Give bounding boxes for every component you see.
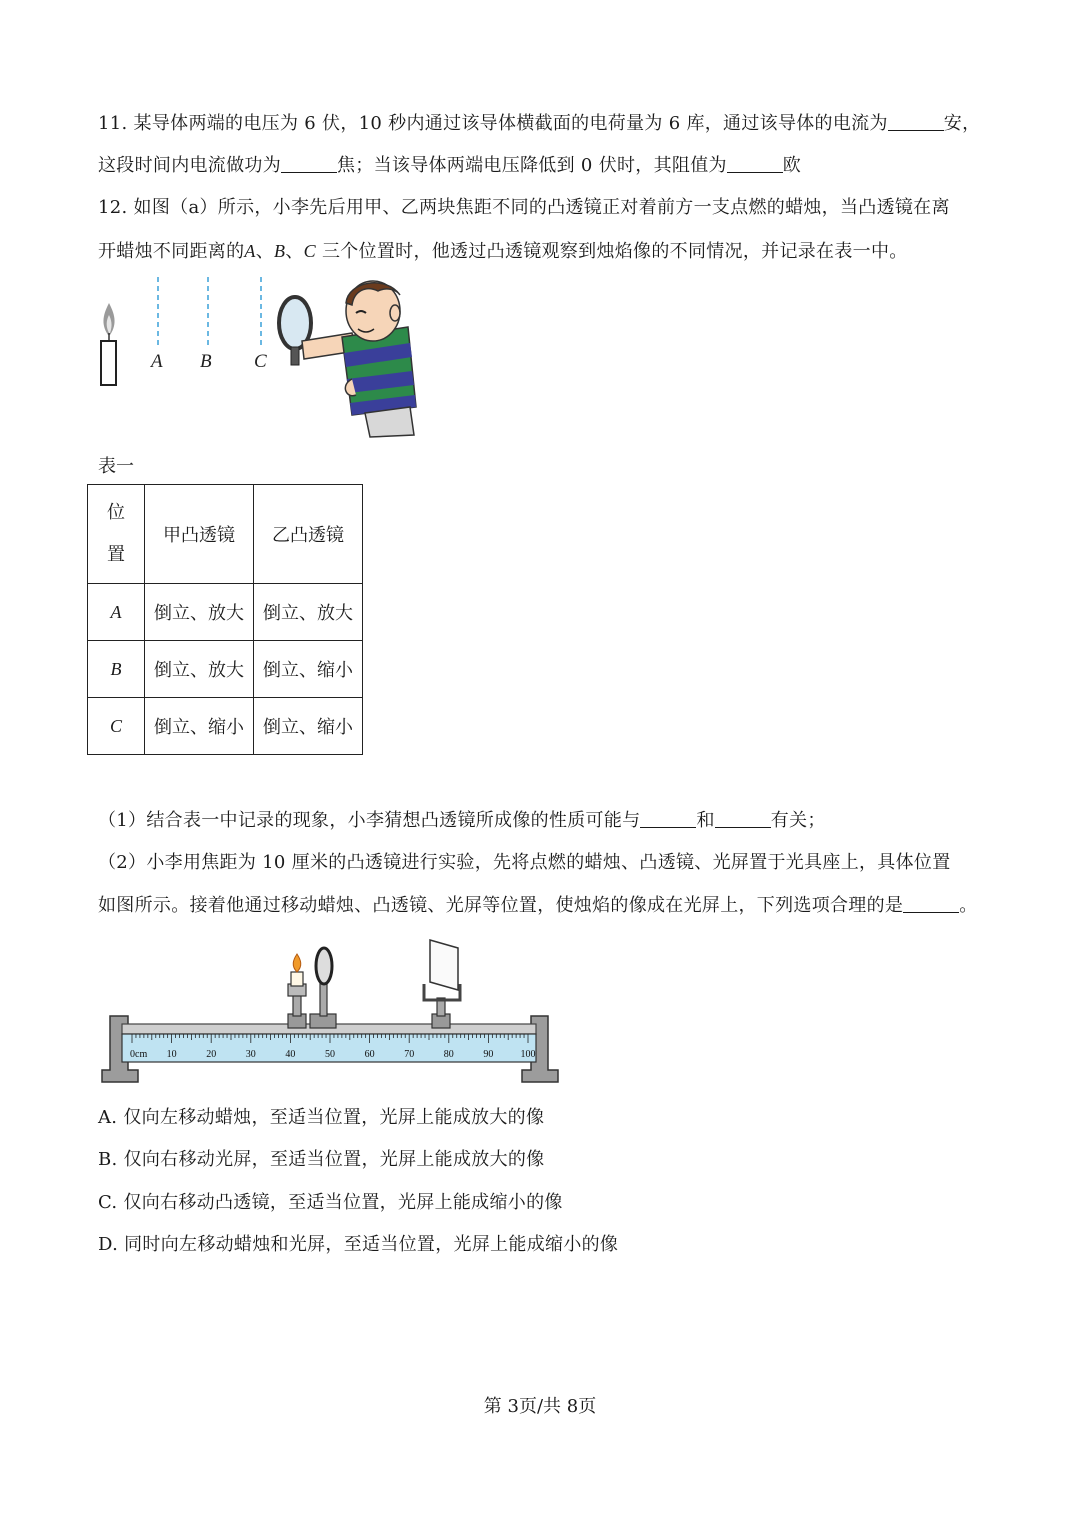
- sub2-text-b: 。: [959, 895, 978, 916]
- sub1-text-c: 有关；: [770, 810, 826, 831]
- sub2-line2: [98, 894, 978, 918]
- q11-text-e: 欧: [782, 155, 802, 176]
- q12-text-a: 开蜡烛不同距离的: [98, 241, 245, 262]
- sub1-text-a: （1）结合表一中记录的现象，小李猜想凸透镜所成像的性质可能与: [98, 810, 641, 831]
- answer-blank: [727, 154, 783, 173]
- optical-bench-figure: [98, 938, 563, 1086]
- ruler-label: 30: [245, 1049, 256, 1060]
- candle-flame-icon: [291, 954, 303, 986]
- q12-sep: 、: [255, 241, 275, 262]
- candle-holder: [288, 984, 306, 1028]
- ruler-label: 80: [443, 1049, 454, 1060]
- label-c: C: [254, 351, 267, 372]
- header-lens-jia: 甲凸透镜: [145, 485, 254, 584]
- row-position: C: [88, 698, 145, 755]
- table-header-row: [88, 485, 363, 584]
- q11-line1: [98, 112, 980, 136]
- label-a: A: [151, 351, 163, 372]
- row-jia-value: 倒立、缩小: [145, 698, 254, 755]
- table-row: [88, 584, 363, 641]
- q12-sep: 、: [285, 241, 304, 262]
- row-position: B: [88, 641, 145, 698]
- table-caption: 表一: [98, 456, 134, 477]
- light-screen-icon: [424, 940, 460, 1028]
- sub2-text-a: 如图所示。接着他通过移动蜡烛、凸透镜、光屏等位置，使烛焰的像成在光屏上，下列选项合理的是: [98, 895, 904, 916]
- row-jia-value: 倒立、放大: [145, 584, 254, 641]
- option-b: B. 仅向右移动光屏，至适当位置，光屏上能成放大的像: [98, 1149, 545, 1170]
- answer-blank: [715, 809, 771, 828]
- answer-blank: [903, 894, 959, 913]
- ruler-label: 0cm: [130, 1049, 148, 1060]
- sub1-line: [98, 809, 826, 833]
- ruler-label: 40: [285, 1049, 296, 1060]
- option-a: A. 仅向左移动蜡烛，至适当位置，光屏上能成放大的像: [98, 1107, 545, 1128]
- q12-line1: 12. 如图（a）所示，小李先后用甲、乙两块焦距不同的凸透镜正对着前方一支点燃的蜡烛，当凸透镜在离: [98, 197, 950, 218]
- q11-text-d: 焦；当该导体两端电压降低到 0 伏时，其阻值为: [337, 155, 727, 176]
- ruler-label: 10: [166, 1049, 177, 1060]
- sub1-text-b: 和: [696, 810, 715, 831]
- answer-blank: [888, 112, 944, 131]
- q11-text-a: 11. 某导体两端的电压为 6 伏，10 秒内通过该导体横截面的电荷量为 6 库，通过该导体的电流为: [98, 113, 888, 134]
- ruler-label: 60: [364, 1049, 375, 1060]
- row-yi-value: 倒立、放大: [254, 584, 363, 641]
- figure-a: [90, 275, 430, 440]
- observation-table: [87, 484, 363, 755]
- table-row: [88, 698, 363, 755]
- convex-lens-icon: [310, 948, 336, 1028]
- answer-blank: [640, 809, 696, 828]
- ruler-label: 50: [325, 1049, 335, 1060]
- q11-text-c: 这段时间内电流做功为: [98, 155, 281, 176]
- q12-pos-a: A: [244, 241, 256, 261]
- ruler-label: 70: [404, 1049, 415, 1060]
- q12-pos-b: B: [274, 241, 286, 261]
- ruler-label: 20: [206, 1049, 217, 1060]
- q12-text-b: 三个位置时，他透过凸透镜观察到烛焰像的不同情况，并记录在表一中。: [315, 241, 908, 262]
- table-row: [88, 641, 363, 698]
- row-position: A: [88, 584, 145, 641]
- q11-line2: [98, 154, 801, 178]
- row-yi-value: 倒立、缩小: [254, 698, 363, 755]
- ruler-label: 90: [483, 1049, 494, 1060]
- q12-line2: [98, 239, 908, 264]
- header-lens-yi: 乙凸透镜: [254, 485, 363, 584]
- boy-with-magnifier-icon: [279, 281, 416, 437]
- sub2-line1: （2）小李用焦距为 10 厘米的凸透镜进行实验，先将点燃的蜡烛、凸透镜、光屏置于光具座上，具体位置: [98, 852, 951, 873]
- ruler-label: 100: [520, 1049, 536, 1060]
- option-c: C. 仅向右移动凸透镜，至适当位置，光屏上能成缩小的像: [98, 1192, 563, 1213]
- answer-blank: [281, 154, 337, 173]
- page-footer: 第 3页/共 8页: [483, 1396, 597, 1417]
- candle-icon: [101, 303, 116, 385]
- option-d: D. 同时向左移动蜡烛和光屏，至适当位置，光屏上能成缩小的像: [98, 1234, 619, 1255]
- row-jia-value: 倒立、放大: [145, 641, 254, 698]
- q12-pos-c: C: [303, 241, 316, 261]
- label-b: B: [200, 351, 212, 372]
- row-yi-value: 倒立、缩小: [254, 641, 363, 698]
- q11-text-b: 安，: [943, 113, 981, 134]
- header-position: 位 置: [88, 485, 145, 584]
